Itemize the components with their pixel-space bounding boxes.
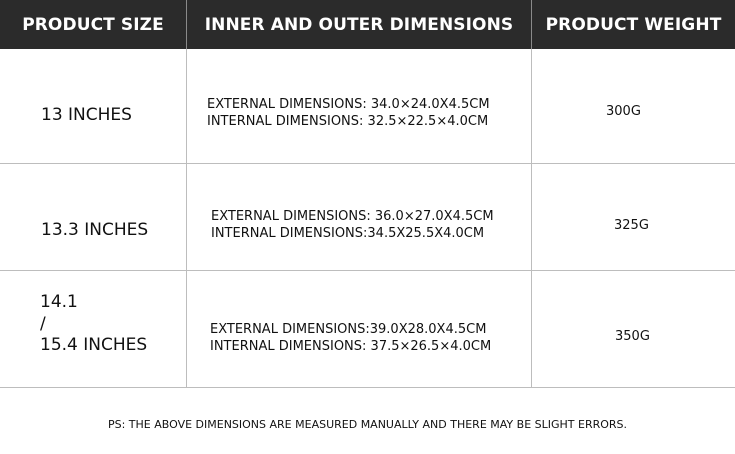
row-divider xyxy=(0,387,735,388)
product-size-cell-line3: 15.4 INCHES xyxy=(40,335,148,355)
internal-dimensions: INTERNAL DIMENSIONS: 37.5×26.5×4.0CM xyxy=(210,339,492,354)
external-dimensions: EXTERNAL DIMENSIONS:39.0X28.0X4.5CM xyxy=(210,322,487,337)
product-size-cell-line2: / xyxy=(40,314,46,334)
header-product-size: PRODUCT SIZE xyxy=(22,14,164,35)
header-product-weight: PRODUCT WEIGHT xyxy=(545,14,722,35)
external-dimensions: EXTERNAL DIMENSIONS: 36.0×27.0X4.5CM xyxy=(211,209,494,224)
product-size-cell: 13 INCHES xyxy=(41,105,132,125)
row-divider xyxy=(0,163,735,164)
product-size-cell: 13.3 INCHES xyxy=(41,220,149,240)
table-header xyxy=(0,0,735,49)
column-divider xyxy=(531,49,532,387)
row-divider xyxy=(0,270,735,271)
external-dimensions: EXTERNAL DIMENSIONS: 34.0×24.0X4.5CM xyxy=(207,97,490,112)
product-weight-cell: 325G xyxy=(614,218,649,233)
column-divider xyxy=(186,49,187,387)
internal-dimensions: INTERNAL DIMENSIONS:34.5X25.5X4.0CM xyxy=(211,226,485,241)
header-dimensions: INNER AND OUTER DIMENSIONS xyxy=(204,14,514,35)
product-size-cell-line1: 14.1 xyxy=(40,292,78,312)
product-weight-cell: 300G xyxy=(606,104,641,119)
internal-dimensions: INTERNAL DIMENSIONS: 32.5×22.5×4.0CM xyxy=(207,114,489,129)
product-weight-cell: 350G xyxy=(615,329,650,344)
footnote: PS: THE ABOVE DIMENSIONS ARE MEASURED MANUALLY AND THERE MAY BE SLIGHT ERRORS. xyxy=(107,418,628,431)
